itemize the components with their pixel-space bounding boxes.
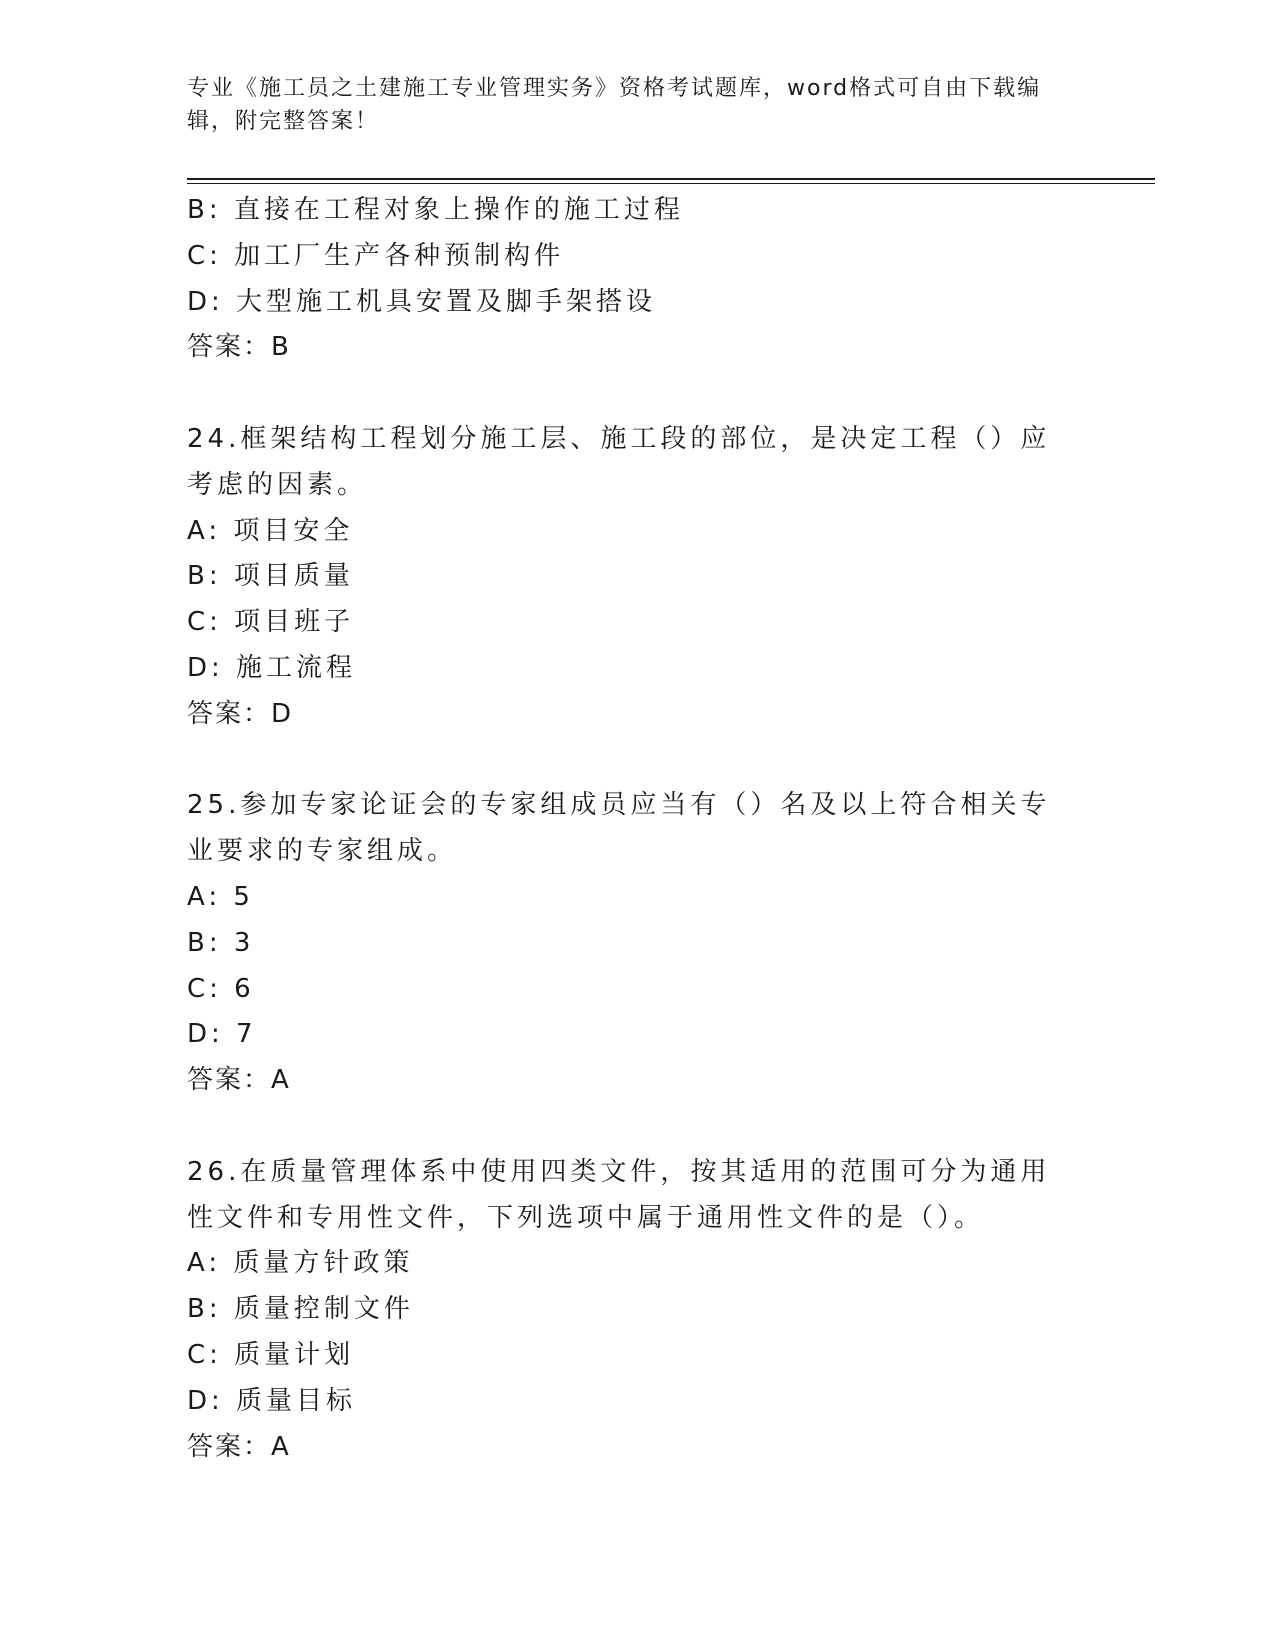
option-b: B: 3 bbox=[187, 927, 255, 958]
question-block-25 bbox=[187, 783, 1067, 1104]
answer-line: 答案：A bbox=[187, 1065, 291, 1096]
option-b: B: 项目质量 bbox=[187, 561, 354, 592]
option-a: A: 质量方针政策 bbox=[187, 1248, 414, 1279]
spacer bbox=[187, 371, 1067, 417]
question-block-26 bbox=[187, 1150, 1067, 1471]
question-stem: 25.参加专家论证会的专家组成员应当有（）名及以上符合相关专业要求的专家组成。 bbox=[187, 790, 1051, 867]
option-d: D: 施工流程 bbox=[187, 652, 357, 683]
option-c: C: 项目班子 bbox=[187, 607, 355, 638]
answer-line: 答案：D bbox=[187, 698, 294, 729]
option-a: A: 5 bbox=[187, 881, 254, 912]
question-stem: 24.框架结构工程划分施工层、施工段的部位，是决定工程（）应考虑的因素。 bbox=[187, 423, 1051, 500]
document-content bbox=[187, 188, 1067, 1470]
spacer bbox=[187, 1104, 1067, 1150]
document-header: 专业《施工员之土建施工专业管理实务》资格考试题库，word格式可自由下载编辑，附完整答案！ bbox=[187, 76, 1042, 134]
option-b: B: 质量控制文件 bbox=[187, 1294, 414, 1325]
option-d: D: 质量目标 bbox=[187, 1385, 357, 1416]
header-rule-thick bbox=[187, 178, 1155, 180]
option-c: C: 6 bbox=[187, 973, 255, 1004]
answer-line: 答案：A bbox=[187, 1431, 291, 1462]
option-a: A: 项目安全 bbox=[187, 515, 354, 546]
spacer bbox=[187, 738, 1067, 784]
question-block-24 bbox=[187, 417, 1067, 738]
question-stem: 26.在质量管理体系中使用四类文件，按其适用的范围可分为通用性文件和专用性文件，下列选项中属于通用性文件的是（）。 bbox=[187, 1156, 1051, 1233]
question-block-previous-tail bbox=[187, 188, 1067, 371]
option-d: D: 大型施工机具安置及脚手架搭设 bbox=[187, 286, 657, 317]
option-c: C: 质量计划 bbox=[187, 1339, 355, 1370]
option-d: D: 7 bbox=[187, 1019, 257, 1050]
option-b: B: 直接在工程对象上操作的施工过程 bbox=[187, 195, 684, 225]
answer-line: 答案：B bbox=[187, 332, 291, 363]
option-c: C: 加工厂生产各种预制构件 bbox=[187, 240, 565, 271]
header-rule-thin bbox=[187, 183, 1155, 184]
